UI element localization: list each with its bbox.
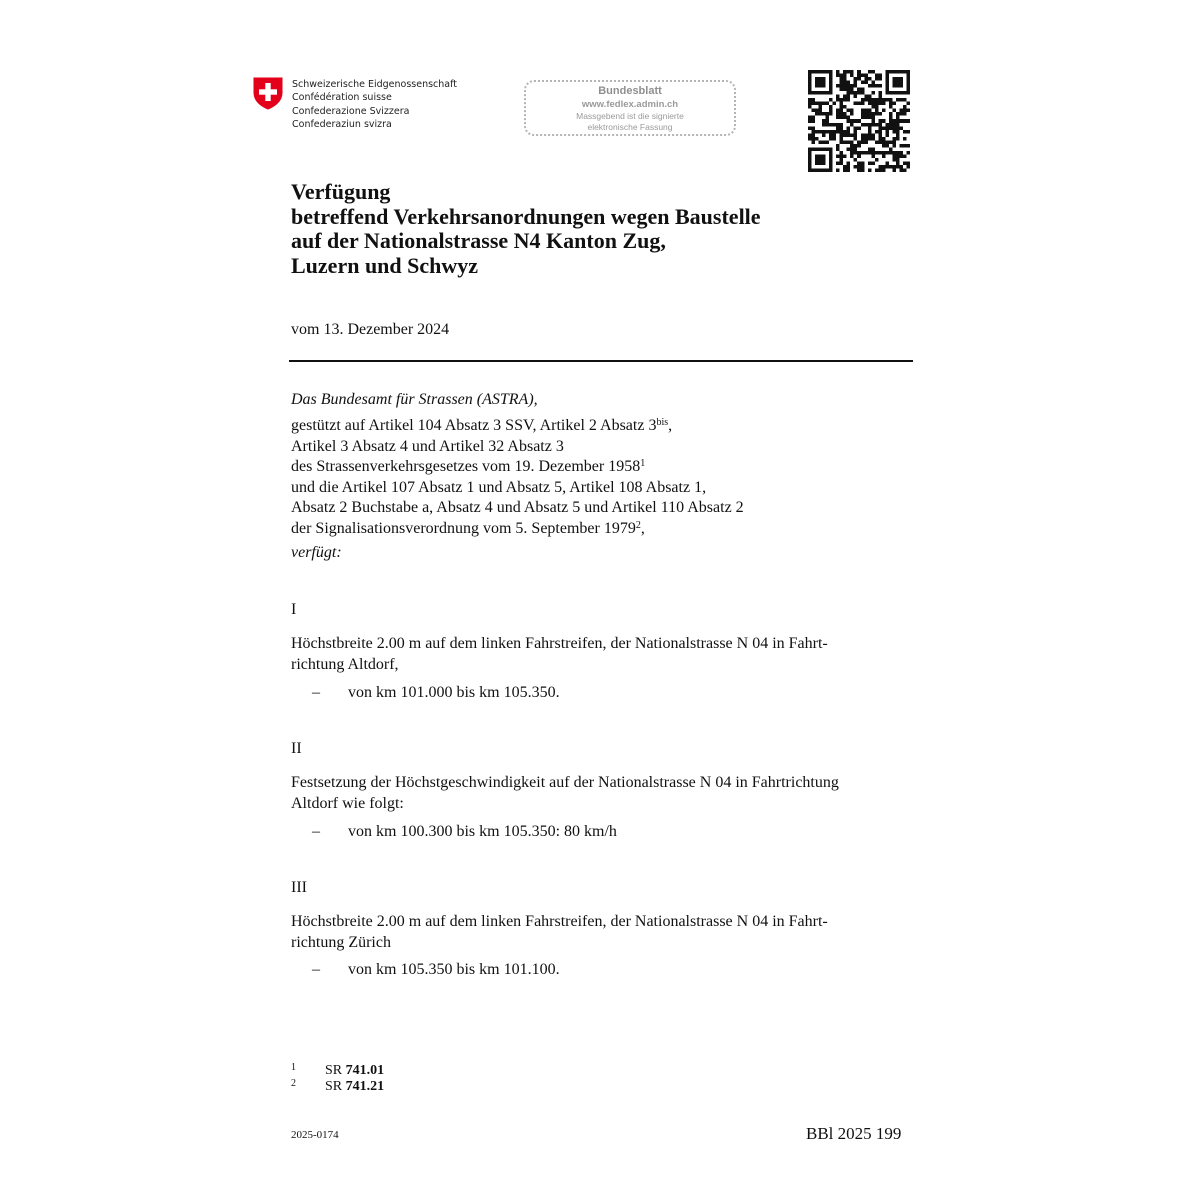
section-numeral-3: III xyxy=(291,879,307,896)
section-1-text xyxy=(291,634,916,675)
basis-line-6: der Signalisationsverordnung vom 5. September 1979$^2$, xyxy=(291,519,645,537)
section-2-text xyxy=(291,773,916,814)
title-line-4: Luzern und Schwyz xyxy=(291,252,479,278)
authority: Das Bundesamt für Strassen (ASTRA), xyxy=(291,391,538,408)
legal-basis xyxy=(291,416,916,539)
stamp-note-2: elektronische Fassung xyxy=(587,122,673,132)
footnote-ref-1[interactable]: 1 xyxy=(640,458,646,469)
footnote-1-ref: 741.01 xyxy=(345,1063,385,1078)
title-line-1: Verfügung xyxy=(291,179,391,204)
confederation-line-it: Confederazione Svizzera xyxy=(292,105,410,117)
stamp-note-1: Massgebend ist die signierte xyxy=(576,111,684,121)
footnote-1-number: 1 xyxy=(291,1062,296,1073)
footnote-2: SR 741.21 xyxy=(325,1079,385,1094)
basis-line-4: und die Artikel 107 Absatz 1 und Absatz 5, Artikel 108 Absatz 1, xyxy=(291,478,707,496)
title-line-3: auf der Nationalstrasse N4 Kanton Zug, xyxy=(291,228,666,253)
footnote-1: SR 741.01 xyxy=(325,1063,385,1078)
section-3-item: von km 105.350 bis km 101.100. xyxy=(348,961,560,978)
section-3-text xyxy=(291,912,916,953)
footnote-2-ref: 741.21 xyxy=(345,1079,385,1094)
basis-line-2: Artikel 3 Absatz 4 und Artikel 32 Absatz 3 xyxy=(291,437,564,455)
title-line-2: betreffend Verkehrsanordnungen wegen Baustelle xyxy=(291,203,761,229)
basis-line-1: gestützt auf Artikel 104 Absatz 3 SSV, Artikel 2 Absatz $3^{bis}$, xyxy=(291,417,673,434)
decree-verb: verfügt: xyxy=(291,544,342,561)
confederation-line-rm: Confederaziun svizra xyxy=(292,119,392,131)
stamp-url: www.fedlex.admin.ch xyxy=(581,99,679,110)
bbl-reference: BBl 2025 199 xyxy=(806,1124,902,1143)
basis-sup-bis: bis xyxy=(656,417,669,428)
basis-line-3: des Strassenverkehrsgesetzes vom 19. Dezember 1958$^1$ xyxy=(291,458,646,475)
confederation-line-de: Schweizerische Eidgenossenschaft xyxy=(292,79,458,90)
section-numeral-1: I xyxy=(291,601,297,618)
document-date: vom 13. Dezember 2024 xyxy=(291,321,450,338)
qr-code-icon xyxy=(808,70,910,172)
section-3-dash: – xyxy=(312,961,320,978)
confederation-names xyxy=(292,78,457,132)
stamp-title: Bundesblatt xyxy=(598,85,662,97)
section-1-line-1: Höchstbreite 2.00 m auf dem linken Fahrstreifen, der Nationalstrasse N 04 in Fahrt- xyxy=(291,635,828,652)
section-1-line-2: richtung Altdorf, xyxy=(291,655,399,673)
section-2-line-2: Altdorf wie folgt: xyxy=(291,794,404,812)
section-1-dash: – xyxy=(312,684,320,701)
confederation-line-fr: Confédération suisse xyxy=(292,92,392,104)
section-2-dash: – xyxy=(312,823,320,840)
bundesblatt-stamp xyxy=(524,80,736,136)
section-3-line-1: Höchstbreite 2.00 m auf dem linken Fahrstreifen, der Nationalstrasse N 04 in Fahrt- xyxy=(291,913,828,930)
swiss-crest-icon xyxy=(253,77,283,110)
basis-line-5: Absatz 2 Buchstabe a, Absatz 4 und Absatz 5 und Artikel 110 Absatz 2 xyxy=(291,499,744,516)
divider-rule xyxy=(289,360,913,362)
footnote-2-number: 2 xyxy=(291,1078,296,1089)
section-1-item: von km 101.000 bis km 105.350. xyxy=(348,684,560,701)
section-3-line-2: richtung Zürich xyxy=(291,933,391,951)
footnote-ref-2[interactable]: 2 xyxy=(635,519,641,531)
section-2-line-1: Festsetzung der Höchstgeschwindigkeit auf der Nationalstrasse N 04 in Fahrtrichtung xyxy=(291,774,839,791)
section-numeral-2: II xyxy=(291,740,302,757)
section-2-item: von km 100.300 bis km 105.350: 80 km/h xyxy=(348,823,617,840)
document-number: 2025-0174 xyxy=(291,1129,339,1141)
document-title xyxy=(291,180,761,278)
